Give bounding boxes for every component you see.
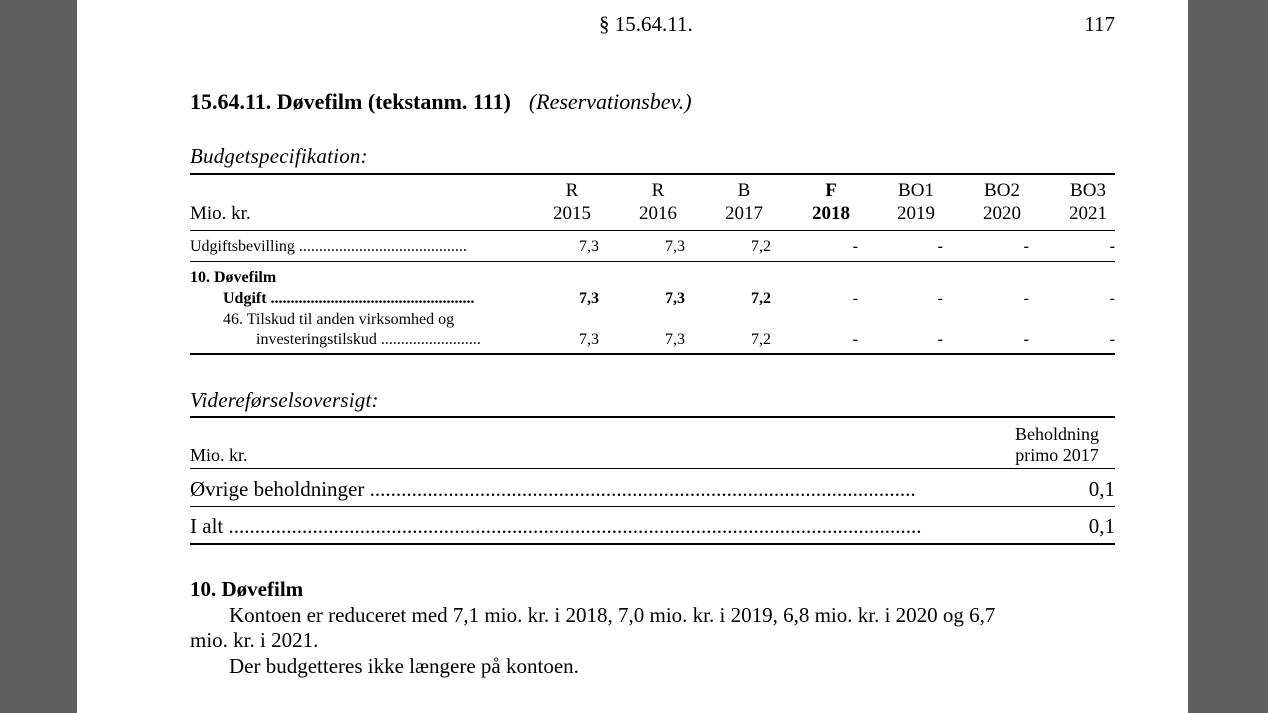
cell-value: - (852, 331, 858, 348)
row-label-tilskud-line2: investeringstilskud ......................... (256, 331, 481, 348)
col-type-6: BO2 (984, 180, 1020, 201)
cell-value: - (1109, 290, 1115, 307)
cell-value: - (1109, 238, 1115, 255)
cell-value: 7,3 (579, 238, 599, 255)
col-year-1: 2015 (553, 203, 591, 224)
row-label-udgift: Udgift ................................................... (223, 290, 475, 307)
cell-value: 7,3 (665, 238, 685, 255)
carryover-row-label: Øvrige beholdninger ........................................................................................................ (190, 477, 916, 501)
col-type-1: R (565, 180, 579, 201)
carryover-col-header-line1: Beholdning (1015, 424, 1099, 444)
note-line-2: mio. kr. i 2021. (190, 628, 319, 652)
cell-value: - (937, 238, 943, 255)
page-title (190, 89, 692, 115)
title-main: 15.64.11. Døvefilm (tekstanm. 111) (190, 89, 511, 114)
col-year-5: 2019 (897, 203, 935, 224)
budget-unit-label: Mio. kr. (190, 203, 251, 224)
table-rule (190, 230, 1115, 231)
col-type-5: BO1 (898, 180, 934, 201)
cell-value: - (1023, 238, 1029, 255)
col-year-7: 2021 (1069, 203, 1107, 224)
carryover-unit-label: Mio. kr. (190, 445, 248, 465)
col-year-2: 2016 (639, 203, 677, 224)
cell-value: - (852, 290, 858, 307)
carryover-section-label: Videreførselsoversigt: (190, 388, 379, 412)
cell-value: 7,3 (665, 290, 685, 307)
cell-value: 7,2 (751, 238, 771, 255)
col-year-4: 2018 (812, 203, 850, 224)
table-rule (190, 353, 1115, 355)
page-number: 117 (1084, 12, 1115, 36)
cell-value: - (937, 331, 943, 348)
cell-value: 7,3 (579, 331, 599, 348)
section-reference: § 15.64.11. (599, 12, 693, 36)
col-type-4: F (825, 180, 837, 201)
carryover-col-header-line2: primo 2017 (1015, 445, 1099, 465)
cell-value: 7,3 (579, 290, 599, 307)
col-type-2: R (651, 180, 665, 201)
col-type-7: BO3 (1070, 180, 1106, 201)
col-year-3: 2017 (725, 203, 763, 224)
col-year-6: 2020 (983, 203, 1021, 224)
table-rule (190, 468, 1115, 469)
cell-value: - (1023, 290, 1029, 307)
table-rule (190, 173, 1115, 175)
note-heading: 10. Døvefilm (190, 577, 304, 601)
title-subtitle: (Reservationsbev.) (528, 89, 692, 114)
table-rule (190, 416, 1115, 418)
carryover-total-value: 0,1 (1088, 514, 1115, 538)
table-rule (190, 506, 1115, 507)
cell-value: 7,2 (751, 331, 771, 348)
table-rule (190, 543, 1115, 545)
note-line-1: Kontoen er reduceret med 7,1 mio. kr. i 2018, 7,0 mio. kr. i 2019, 6,8 mio. kr. i 2020 og 6,7 (229, 603, 996, 627)
budget-section-label: Budgetspecifikation: (190, 144, 368, 168)
row-label-udgiftsbevilling: Udgiftsbevilling .......................................... (190, 238, 467, 255)
cell-value: - (937, 290, 943, 307)
document-page (77, 0, 1188, 713)
cell-value: 7,2 (751, 290, 771, 307)
note-line-3: Der budgetteres ikke længere på kontoen. (229, 654, 579, 678)
cell-value: 7,3 (665, 331, 685, 348)
table-rule (190, 261, 1115, 262)
cell-value: - (852, 238, 858, 255)
col-type-3: B (737, 180, 751, 201)
carryover-row-value: 0,1 (1088, 477, 1115, 501)
row-label-tilskud-line1: 46. Tilskud til anden virksomhed og (223, 311, 455, 328)
account-heading: 10. Døvefilm (190, 269, 277, 286)
carryover-total-label: I alt .................................................................................................................................... (190, 514, 922, 538)
cell-value: - (1109, 331, 1115, 348)
cell-value: - (1023, 331, 1029, 348)
